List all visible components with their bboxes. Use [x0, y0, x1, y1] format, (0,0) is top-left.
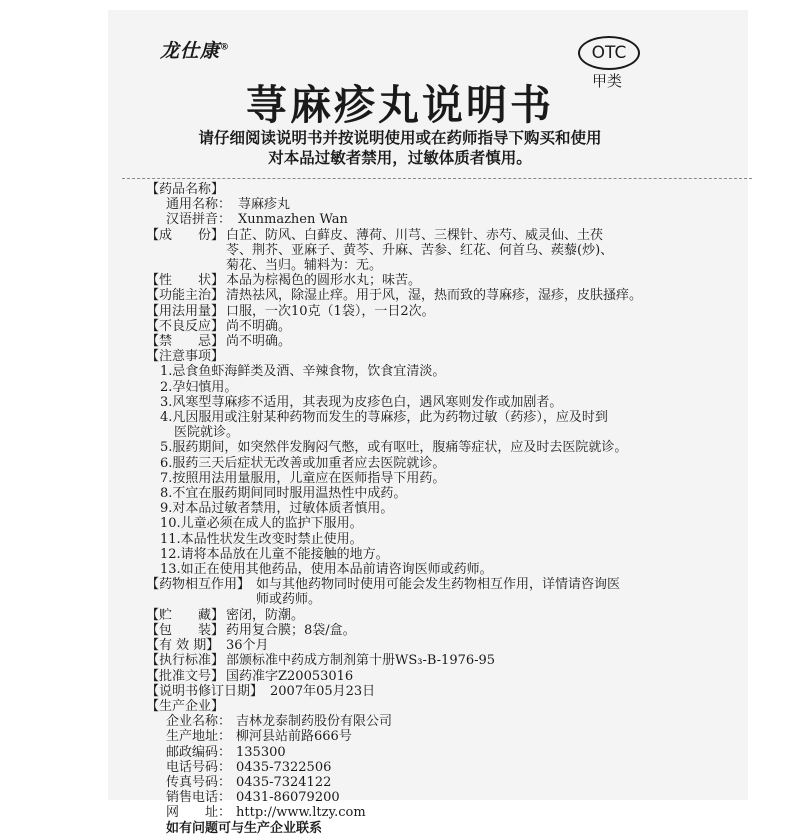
- field-key: 销售电话：: [166, 790, 232, 806]
- manufacturer-field: [146, 745, 706, 760]
- precaution-text: 8.不宜在服药期间同时服用温热性中成药。: [160, 486, 407, 502]
- precaution-text: 9.对本品过敏者禁用，过敏体质者慎用。: [160, 501, 394, 517]
- storage-label: 【 贮 藏 】: [146, 608, 226, 623]
- precaution-text: 7.按照用法用量服用，儿童应在医师指导下用药。: [160, 470, 446, 486]
- precaution-item: [146, 532, 706, 547]
- interactions-value: 如与其他药物同时使用可能会发生药物相互作用，详情请咨询医: [256, 577, 621, 593]
- field-value: 135300: [236, 744, 286, 760]
- field-value: http://www.ltzy.com: [236, 805, 366, 821]
- properties-value: 本品为棕褐色的圆形水丸；味苦。: [226, 273, 422, 289]
- precaution-text-cont: 医院就诊。: [174, 425, 240, 441]
- approval-value: 国药准字Z20053016: [226, 668, 354, 684]
- drug-name-header: [146, 182, 706, 197]
- otc-badge: [578, 36, 640, 70]
- manufacturer-field: [146, 790, 706, 805]
- revision-value: 2007年05月23日: [270, 683, 376, 699]
- storage-row: [146, 608, 706, 623]
- field-key: 电话号码：: [166, 759, 232, 775]
- manufacturer-header: [146, 699, 706, 714]
- standard-row: [146, 653, 706, 668]
- page-title: 荨麻疹丸说明书: [246, 81, 554, 129]
- package-value: 药用复合膜；8袋/盒。: [226, 622, 356, 638]
- standard-label: 【 执行标准 】: [146, 653, 226, 668]
- field-value: 柳河县站前路666号: [236, 729, 352, 745]
- precaution-text: 11.本品性状发生改变时禁止使用。: [160, 531, 363, 547]
- warning-line-2: 对本品过敏者禁用，过敏体质者慎用。: [268, 149, 532, 167]
- dosage-row: [146, 304, 706, 319]
- manufacturer-field: [146, 775, 706, 790]
- field-key: 传真号码：: [166, 774, 232, 790]
- adverse-value: 尚不明确。: [226, 318, 292, 334]
- ingredients-line-3-row: [146, 258, 706, 273]
- leaflet-body: [146, 182, 706, 836]
- storage-value: 密闭，防潮。: [226, 607, 305, 623]
- field-value: 吉林龙泰制药股份有限公司: [236, 714, 393, 730]
- otc-label: OTC: [591, 43, 627, 63]
- ingredients-line-3: 菊花、当归。辅料为：无。: [226, 258, 383, 274]
- contraindications-row: [146, 334, 706, 349]
- warning-line-1: 请仔细阅读说明书并按说明使用或在药师指导下购买和使用: [198, 129, 602, 147]
- adverse-label: 【 不良反应 】: [146, 319, 226, 334]
- precaution-text: 4.凡因服用或注射某种药物而发生的荨麻疹，此为药物过敏（药疹），应及时到: [160, 410, 608, 426]
- precaution-text: 6.服药三天后症状无改善或加重者应去医院就诊。: [160, 455, 446, 471]
- manufacturer-field: [146, 760, 706, 775]
- validity-label: 【 有 效 期 】: [146, 638, 226, 653]
- precaution-item: [146, 486, 706, 501]
- precaution-item: [146, 562, 706, 577]
- field-value: 0435-7322506: [236, 759, 332, 775]
- ingredients-line-2: 苓、荆芥、亚麻子、黄芩、升麻、苦参、红花、何首乌、蒺藜(炒)、: [226, 242, 614, 258]
- dosage-label: 【 用法用量 】: [146, 304, 226, 319]
- package-label: 【 包 装 】: [146, 623, 226, 638]
- revision-label: 【 说明书修订日期 】: [146, 684, 270, 699]
- ingredients-line-1: 白芷、防风、白藓皮、薄荷、川芎、三棵针、赤芍、威灵仙、土茯: [226, 227, 604, 243]
- registered-mark: ®: [220, 42, 231, 53]
- contraindications-label: 【 禁 忌 】: [146, 334, 226, 349]
- indications-label: 【 功能主治 】: [146, 288, 226, 303]
- precaution-text: 13.如正在使用其他药品，使用本品前请咨询医师或药师。: [160, 562, 493, 578]
- contraindications-value: 尚不明确。: [226, 334, 292, 350]
- adverse-row: [146, 319, 706, 334]
- approval-label: 【 批准文号 】: [146, 669, 226, 684]
- precaution-text: 2.孕妇慎用。: [160, 379, 238, 395]
- properties-row: [146, 273, 706, 288]
- ingredients-line-2-row: [146, 243, 706, 258]
- precaution-item: [146, 364, 706, 379]
- precautions-header: [146, 349, 706, 364]
- manufacturer-field: [146, 714, 706, 729]
- interactions-value-cont: 师或药师。: [256, 592, 322, 608]
- ingredients-row: [146, 228, 706, 243]
- dosage-value: 口服，一次10克（1袋），一日2次。: [226, 303, 435, 319]
- precaution-item: [146, 471, 706, 486]
- field-value: 0431-86079200: [236, 790, 340, 806]
- properties-label: 【 性 状 】: [146, 273, 226, 288]
- precaution-item: [146, 395, 706, 410]
- contact-footer: 如有问题可与生产企业联系: [166, 820, 323, 836]
- pinyin-row: [146, 212, 706, 227]
- pinyin-key: 汉语拼音：: [166, 212, 232, 228]
- precaution-item: [146, 410, 706, 425]
- field-value: 0435-7324122: [236, 774, 332, 790]
- precaution-text: 12.请将本品放在儿童不能接触的地方。: [160, 546, 389, 562]
- manufacturer-label: 【 生产企业 】: [146, 699, 224, 714]
- precaution-text: 1.忌食鱼虾海鲜类及酒、辛辣食物，饮食宜清淡。: [160, 364, 446, 380]
- field-key: 生产地址：: [166, 729, 232, 745]
- field-key: 网 址：: [166, 805, 232, 821]
- pinyin-value: Xunmazhen Wan: [238, 212, 348, 228]
- indications-value: 清热祛风，除湿止痒。用于风，湿，热而致的荨麻疹，湿疹，皮肤搔痒。: [226, 288, 643, 304]
- field-key: 邮政编码：: [166, 744, 232, 760]
- interactions-label: 【 药物相互作用 】: [146, 577, 256, 592]
- drug-name-label: 【 药品名称 】: [146, 182, 224, 197]
- precaution-text: 5.服药期间，如突然伴发胸闷气憋，或有呕吐，腹痛等症状，应及时去医院就诊。: [160, 440, 628, 456]
- brand-name: 龙仕康: [160, 40, 221, 62]
- precaution-item: [146, 456, 706, 471]
- precaution-item: [146, 547, 706, 562]
- revision-row: [146, 684, 706, 699]
- ingredients-label: 【 成 份 】: [146, 228, 226, 243]
- approval-row: [146, 669, 706, 684]
- otc-class: 甲类: [592, 72, 623, 90]
- interactions-row: [146, 577, 706, 592]
- validity-row: [146, 638, 706, 653]
- precaution-item: [146, 501, 706, 516]
- precaution-item: [146, 380, 706, 395]
- precaution-item: [146, 440, 706, 455]
- package-row: [146, 623, 706, 638]
- precaution-item: [146, 516, 706, 531]
- generic-name-key: 通用名称：: [166, 197, 232, 213]
- generic-name-row: [146, 197, 706, 212]
- validity-value: 36个月: [226, 638, 269, 654]
- indications-row: [146, 288, 706, 303]
- precaution-text: 10.儿童必须在成人的监护下服用。: [160, 516, 363, 532]
- precaution-item-cont: [146, 425, 706, 440]
- precautions-label: 【 注意事项 】: [146, 349, 224, 364]
- brand-logo: [160, 36, 230, 63]
- divider: [122, 178, 752, 179]
- manufacturer-field: [146, 729, 706, 744]
- field-key: 企业名称：: [166, 714, 232, 730]
- precaution-text: 3.风寒型荨麻疹不适用，其表现为皮疹色白，遇风寒则发作或加剧者。: [160, 394, 563, 410]
- standard-value: 部颁标准中药成方制剂第十册WS₃-B-1976-95: [226, 653, 496, 669]
- generic-name-value: 荨麻疹丸: [238, 197, 291, 213]
- manufacturer-field: [146, 805, 706, 820]
- interactions-cont-row: [146, 592, 706, 607]
